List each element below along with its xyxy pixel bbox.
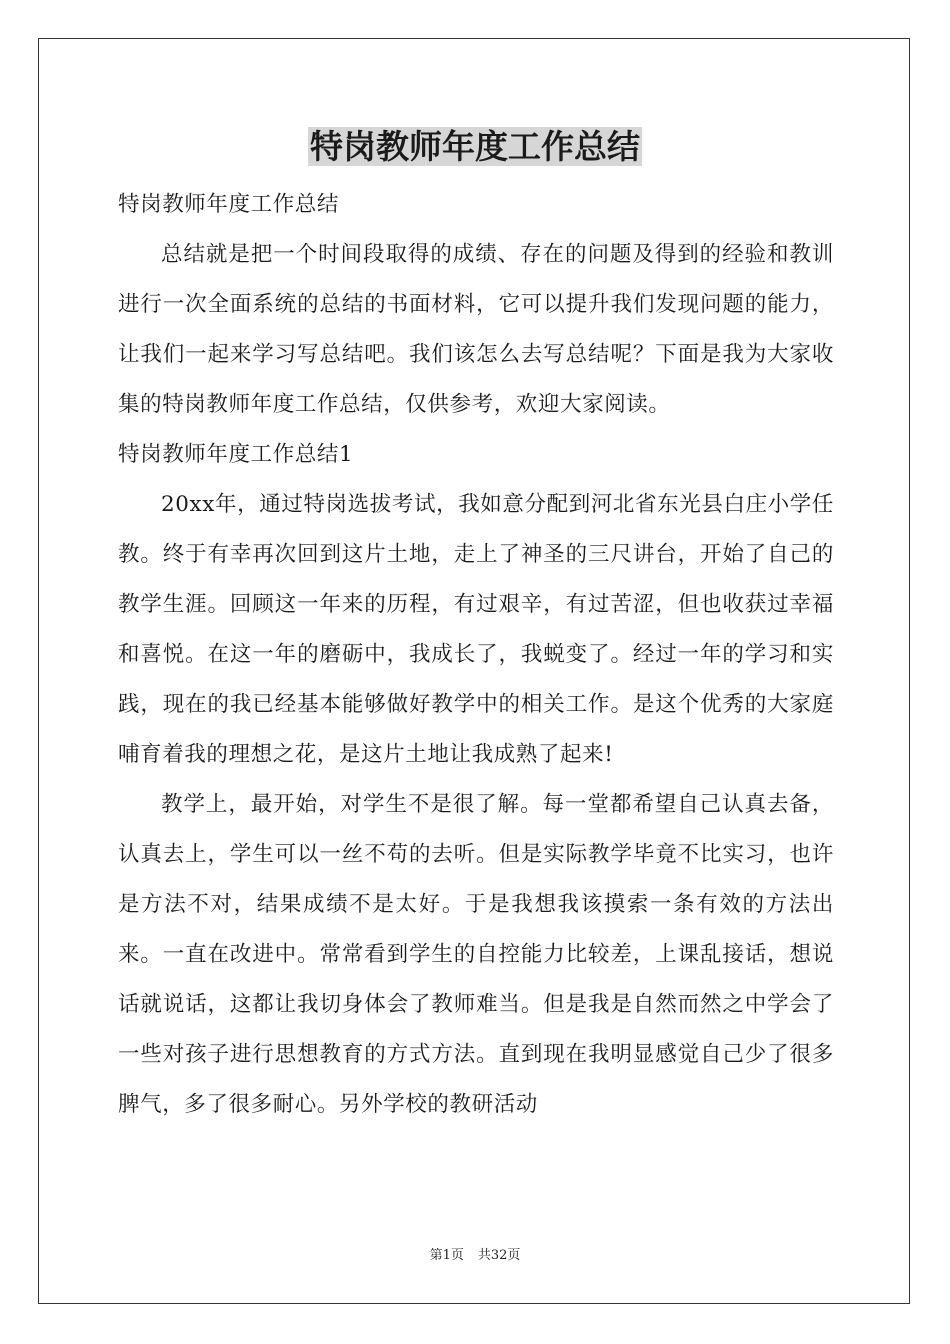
paragraph-2: 教学上，最开始，对学生不是很了解。每一堂都希望自己认真去备，认真去上，学生可以一丝不苟的去听。但是实际教学毕竟不比实习，也许是方法不对，结果成绩不是太好。于是我想我该摸索一条有效的方法出来。一直在改进中。常常看到学生的自控能力比较差，上课乱接话，想说话就说话，这都让我切身体会了教师难当。但是我是自然而然之中学会了一些对孩子进行思想教育的方式方法。直到现在我明显感觉自己少了很多脾气，多了很多耐心。另外学校的教研活动 xyxy=(118,792,834,1117)
section-heading: 特岗教师年度工作总结1 xyxy=(118,442,354,467)
document-body xyxy=(118,180,834,1130)
page-footer xyxy=(0,1247,950,1265)
intro-paragraph: 总结就是把一个时间段取得的成绩、存在的问题及得到的经验和教训进行一次全面系统的总结的书面材料，它可以提升我们发现问题的能力，让我们一起来学习写总结吧。我们该怎么去写总结呢？下面是我为大家收集的特岗教师年度工作总结，仅供参考，欢迎大家阅读。 xyxy=(118,242,834,417)
subtitle: 特岗教师年度工作总结 xyxy=(118,192,340,217)
page-number: 第1页 xyxy=(429,1248,464,1263)
paragraph-1: 20xx年，通过特岗选拔考试，我如意分配到河北省东光县白庄小学任教。终于有幸再次回到这片土地，走上了神圣的三尺讲台，开始了自己的教学生涯。回顾这一年来的历程，有过艰辛，有过苦涩，但也收获过幸福和喜悦。在这一年的磨砺中，我成长了，我蜕变了。经过一年的学习和实践，现在的我已经基本能够做好教学中的相关工作。是这个优秀的大家庭哺育着我的理想之花，是这片土地让我成熟了起来! xyxy=(118,492,834,767)
document-title xyxy=(0,124,950,170)
title-text: 特岗教师年度工作总结 xyxy=(310,127,640,166)
page-total: 共32页 xyxy=(477,1248,521,1263)
